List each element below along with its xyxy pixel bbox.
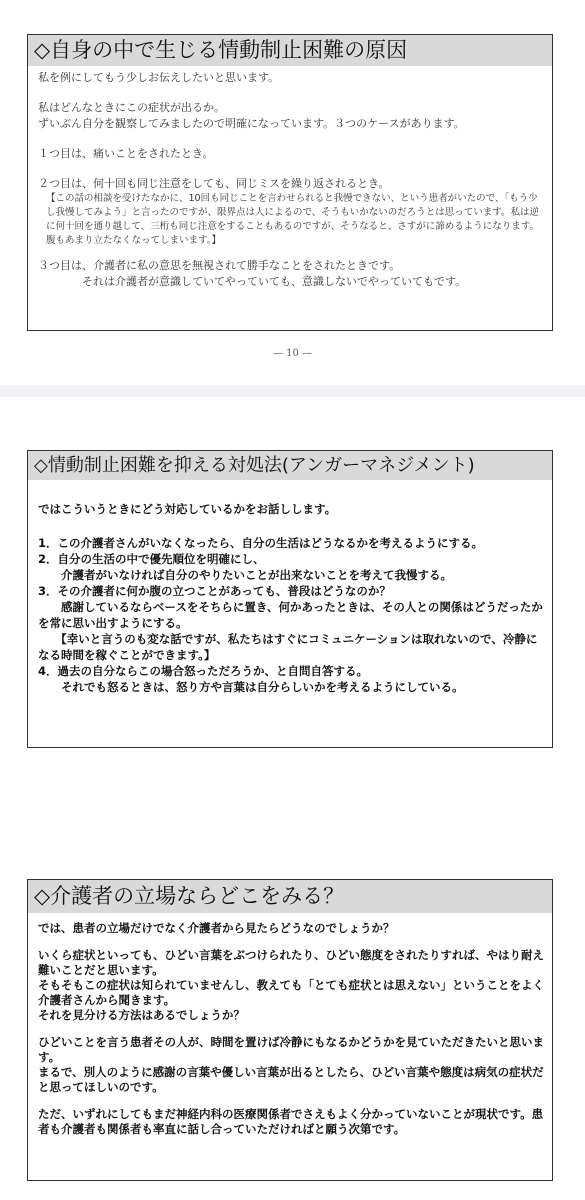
- paragraph: ずいぶん自分を観察してみましたので明確になっています。３つのケースがあります。: [38, 117, 465, 130]
- paragraph: ２つ目は、何十回も同じ注意をしても、同じミスを繰り返されるとき。: [38, 177, 390, 190]
- paragraph: ただ、いずれにしてもまだ神経内科の医療関係者でさえもよく分かっていないことが現状です。患者も介護者も関係者も率直に話し合っていただければと願う次第です。: [38, 1107, 544, 1136]
- blank-line: [38, 1023, 544, 1035]
- page-3-body: [38, 921, 544, 1177]
- paragraph: １つ目は、痛いことをされたとき。: [38, 147, 214, 160]
- list-item: 3．その介護者に何か腹の立つことがあっても、普段はどうなのか？ 感謝しているならベースをそちらに置き、何かあったときは、その人との関係はどうだったかを常に思い出すようにする。 【幸いと言うのも変な話ですが、私たちはすぐにコミュニケーションは取れないので、冷静になる時間を稼ぐことができます。】: [38, 584, 543, 662]
- blank-line: [38, 517, 544, 535]
- blank-line: [38, 1095, 544, 1107]
- page-2: [0, 397, 585, 857]
- blank-line: [38, 162, 544, 176]
- page-1: [0, 0, 585, 385]
- list-item: 4．過去の自分ならこの場合怒っただろうか、と自問自答する。 それでも怒るときは、怒り方や言葉は自分らしいかを考えるようにしている。: [38, 664, 464, 694]
- blank-line: [38, 132, 544, 146]
- paragraph: いくら症状といっても、ひどい言葉をぶつけられたり、ひどい態度をされたりすれば、やはり耐え難いことだと思います。: [38, 948, 544, 977]
- list-item: 1．この介護者さんがいなくなったら、自分の生活はどうなるかを考えるようにする。: [38, 536, 483, 550]
- page-separator: [0, 385, 585, 397]
- paragraph: ３つ目は、介護者に私の意思を無視されて勝手なことをされたときです。: [38, 259, 401, 272]
- blank-line: [38, 936, 544, 948]
- page-1-title: ◇自身の中で生じる情動制止困難の原因: [27, 34, 553, 67]
- page-3: [0, 857, 585, 1200]
- blank-line: [38, 248, 544, 258]
- paragraph: それを見分ける方法はあるでしょうか？: [38, 1008, 245, 1022]
- page-2-title: ◇情動制止困難を抑える対処法(アンガーマネジメント): [27, 450, 553, 481]
- intro-text: ではこういうときにどう対応しているかをお話しします。: [38, 502, 337, 516]
- paragraph: ひどいことを言う患者その人が、時間を置けば冷静にもなるかどうかを見ていただきたいと思います。: [38, 1035, 544, 1064]
- paragraph: まるで、別人のように感謝の言葉や優しい言葉が出るとしたら、ひどい言葉や態度は病気の症状だと思ってほしいのです。: [38, 1065, 544, 1094]
- page-number: — 10 —: [272, 348, 313, 359]
- paragraph: 私はどんなときにこの症状が出るか。: [38, 101, 225, 114]
- page-3-title: ◇介護者の立場ならどこをみる？: [27, 879, 553, 914]
- blank-line: [38, 86, 544, 100]
- note-bracket: 【この話の相談を受けたなかに、10回も同じことを言わせられると我慢できない、という患者がいたので、「もう少し我慢してみよう」と言ったのですが、限界点は人によるので、そうもいかないのだろうとは思っています。私は逆に何十回を通り越して、三桁も同じ注意をすることもあるのですが、そうなると、さすがに諦めるようになります。腹もあまり立たなくなってしまいます。】: [46, 193, 540, 246]
- paragraph: 私を例にしてもう少しお伝えしたいと思います。: [38, 71, 280, 84]
- paragraph: それは介護者が意識していてやっていても、意識しないでやっていてもです。: [38, 275, 467, 288]
- list-item: 2．自分の生活の中で優先順位を明確にし、 介護者がいなければ自分のやりたいことが出来ないことを考えて我慢する。: [38, 552, 452, 582]
- page-1-body: [38, 70, 544, 328]
- page-2-body: [38, 501, 544, 741]
- paragraph: では、患者の立場だけでなく介護者から見たらどうなのでしょうか？: [38, 921, 395, 935]
- paragraph: そもそもこの症状は知られていませんし、教えても「とても症状とは思えない」ということをよく介護者さんから聞きます。: [38, 978, 544, 1007]
